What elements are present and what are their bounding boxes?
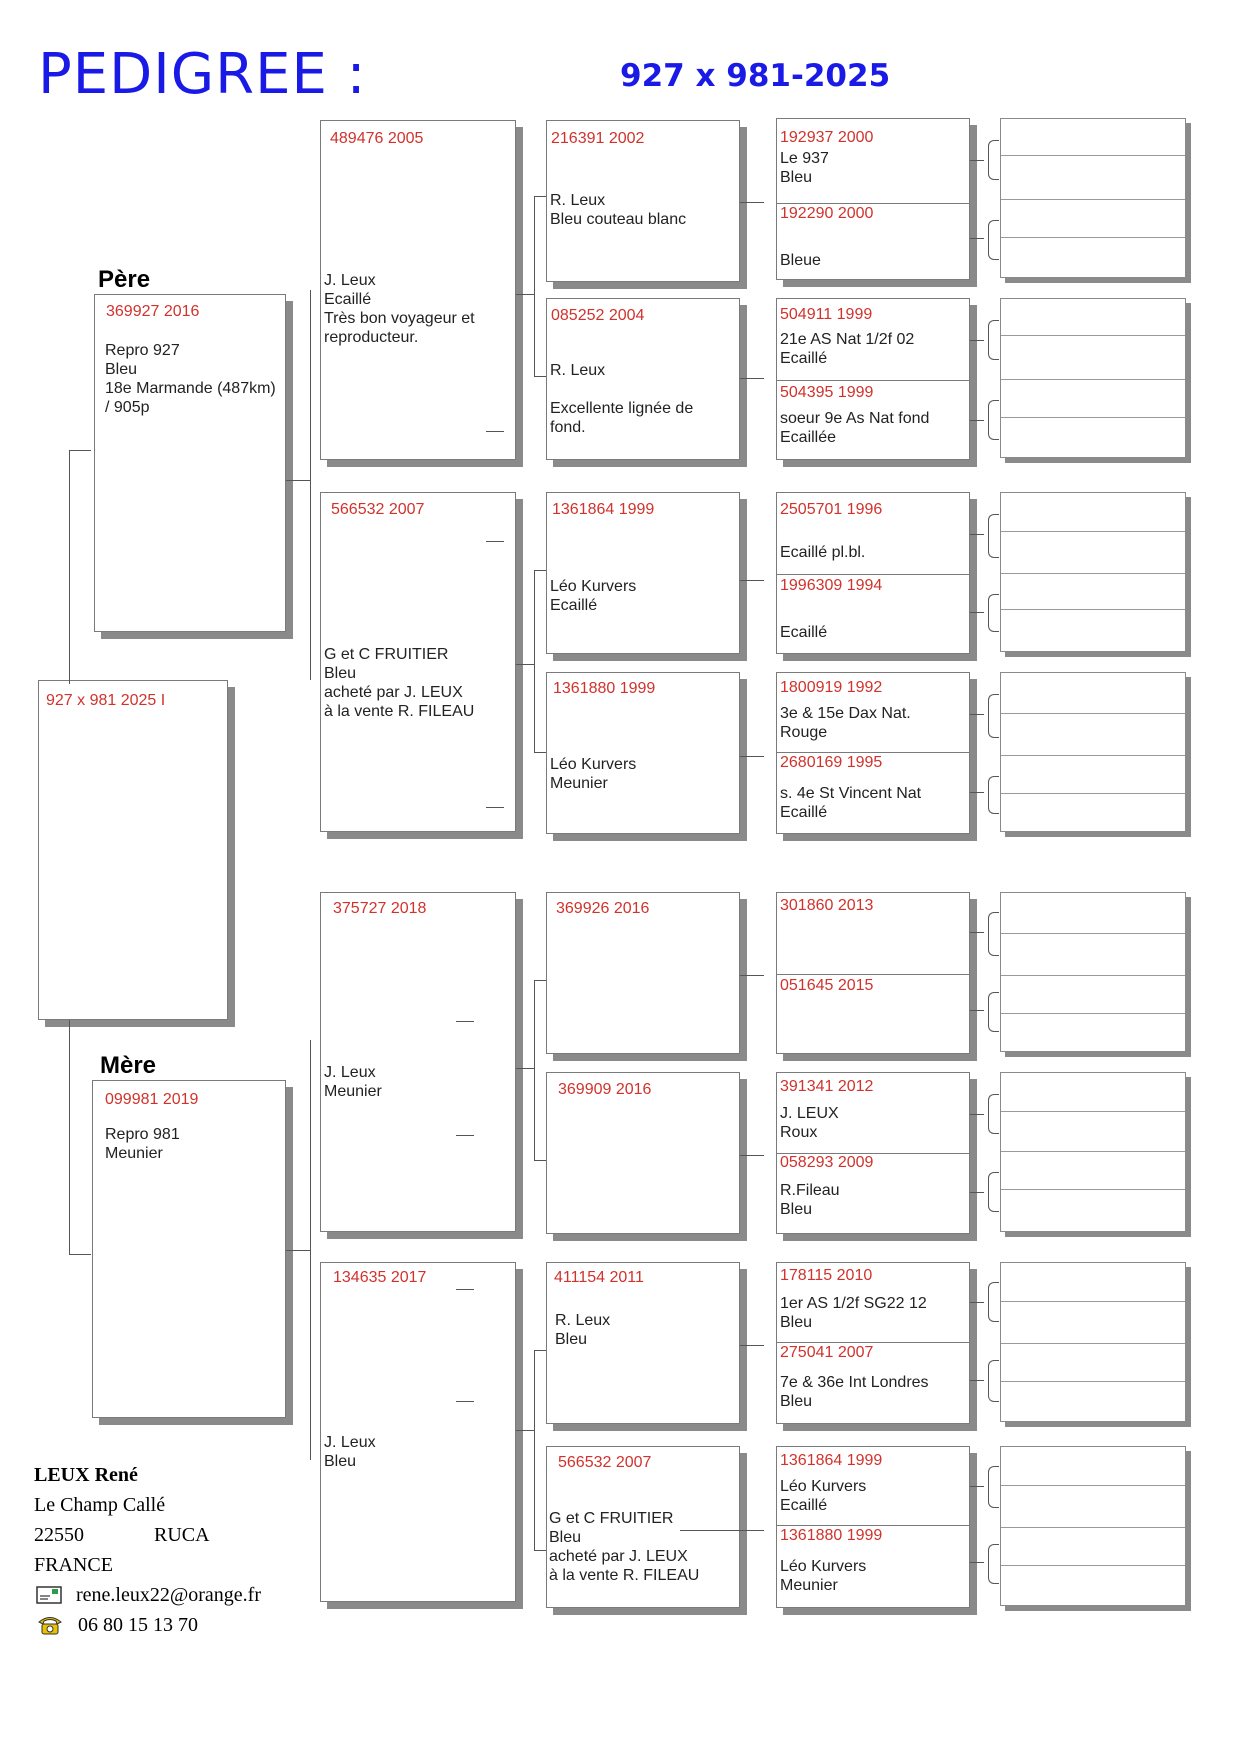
great-grandparent-box — [546, 298, 740, 460]
great-grandparent-description: G et C FRUITIER Bleu acheté par J. LEUX à la vente R. FILEAU — [549, 1510, 700, 1584]
great-grandparent-box — [546, 492, 740, 654]
ancestor-id: 192937 2000 — [780, 129, 874, 146]
ancestor-id: 2505701 1996 — [780, 501, 883, 518]
owner-phone: 06 80 15 13 70 — [78, 1614, 198, 1636]
sire-label: Père — [98, 266, 151, 293]
ancestor-description: Léo Kurvers Meunier — [780, 1558, 867, 1594]
great-grandparent-description: Léo Kurvers Meunier — [550, 756, 637, 792]
ancestor-group-box — [1000, 1446, 1186, 1606]
dam-box — [92, 1080, 286, 1418]
owner-email[interactable]: rene.leux22@orange.fr — [76, 1584, 261, 1606]
ancestor-pair-box — [776, 1262, 970, 1424]
dam-id: 099981 2019 — [105, 1091, 199, 1108]
ancestor-description: 21e AS Nat 1/2f 02 Ecaillé — [780, 331, 915, 367]
ancestor-id: 051645 2015 — [780, 977, 874, 994]
great-grandparent-description: R. Leux Excellente lignée de fond. — [550, 362, 694, 436]
ancestor-description: Le 937 Bleu — [780, 150, 829, 186]
ancestor-description: soeur 9e As Nat fond Ecaillée — [780, 410, 930, 446]
grandparent-description: G et C FRUITIER Bleu acheté par J. LEUX à la vente R. FILEAU — [324, 646, 475, 720]
ancestor-group-box — [1000, 672, 1186, 832]
grandparent-box — [320, 492, 516, 832]
subject-box — [38, 680, 228, 1020]
grandparent-box — [320, 120, 516, 460]
owner-postcode: 22550 — [34, 1524, 84, 1546]
great-grandparent-id: 369909 2016 — [558, 1081, 652, 1098]
ancestor-group-box — [1000, 118, 1186, 278]
ancestor-description: 7e & 36e Int Londres Bleu — [780, 1374, 929, 1410]
ancestor-id: 504395 1999 — [780, 384, 874, 401]
grandparent-box — [320, 1262, 516, 1602]
ancestor-description: Ecaillé — [780, 624, 828, 641]
great-grandparent-id: 369926 2016 — [556, 900, 650, 917]
ancestor-pair-box — [776, 492, 970, 654]
email-icon — [36, 1586, 62, 1604]
ancestor-pair-box — [776, 298, 970, 460]
ancestor-pair-box — [776, 118, 970, 280]
ancestor-id: 1996309 1994 — [780, 577, 883, 594]
grandparent-description: J. Leux Ecaillé Très bon voyageur et reproducteur. — [324, 272, 475, 346]
ancestor-description: R.Fileau Bleu — [780, 1182, 840, 1218]
sire-id: 369927 2016 — [106, 303, 200, 320]
ancestor-id: 192290 2000 — [780, 205, 874, 222]
great-grandparent-id: 216391 2002 — [551, 130, 645, 147]
ancestor-description: 3e & 15e Dax Nat. Rouge — [780, 705, 911, 741]
grandparent-id: 566532 2007 — [331, 501, 425, 518]
ancestor-description: Ecaillé pl.bl. — [780, 544, 866, 561]
grandparent-description: J. Leux Bleu — [324, 1434, 376, 1470]
great-grandparent-id: 1361880 1999 — [553, 680, 656, 697]
ancestor-group-box — [1000, 892, 1186, 1052]
dam-label: Mère — [100, 1052, 157, 1079]
ancestor-pair-box — [776, 672, 970, 834]
ancestor-id: 391341 2012 — [780, 1078, 874, 1095]
ancestor-group-box — [1000, 1262, 1186, 1422]
ancestor-id: 2680169 1995 — [780, 754, 883, 771]
great-grandparent-description: Léo Kurvers Ecaillé — [550, 578, 637, 614]
great-grandparent-id: 566532 2007 — [558, 1454, 652, 1471]
great-grandparent-box — [546, 1072, 740, 1234]
grandparent-id: 489476 2005 — [330, 130, 424, 147]
great-grandparent-box — [546, 1446, 740, 1608]
great-grandparent-id: 411154 2011 — [554, 1269, 644, 1286]
ancestor-id: 178115 2010 — [780, 1267, 873, 1284]
great-grandparent-box — [546, 892, 740, 1054]
ancestor-id: 275041 2007 — [780, 1344, 874, 1361]
ancestor-id: 1800919 1992 — [780, 679, 883, 696]
ancestor-description: 1er AS 1/2f SG22 12 Bleu — [780, 1295, 927, 1331]
grandparent-id: 375727 2018 — [333, 900, 427, 917]
ancestor-pair-box — [776, 1072, 970, 1234]
ancestor-description: J. LEUX Roux — [780, 1105, 839, 1141]
ancestor-pair-box — [776, 1446, 970, 1608]
ancestor-id: 301860 2013 — [780, 897, 874, 914]
sire-box — [94, 294, 286, 632]
ancestor-group-box — [1000, 1072, 1186, 1232]
owner-street: Le Champ Callé — [34, 1494, 166, 1516]
telephone-icon — [36, 1614, 64, 1636]
ancestor-description: Léo Kurvers Ecaillé — [780, 1478, 867, 1514]
grandparent-id: 134635 2017 — [333, 1269, 427, 1286]
dam-description: Repro 981 Meunier — [105, 1126, 180, 1162]
ancestor-description: Bleue — [780, 252, 821, 269]
great-grandparent-id: 085252 2004 — [551, 307, 645, 324]
ancestor-description: s. 4e St Vincent Nat Ecaillé — [780, 785, 922, 821]
great-grandparent-box — [546, 120, 740, 282]
owner-country: FRANCE — [34, 1554, 113, 1576]
grandparent-description: J. Leux Meunier — [324, 1064, 382, 1100]
ancestor-id: 1361880 1999 — [780, 1527, 883, 1544]
ancestor-id: 1361864 1999 — [780, 1452, 883, 1469]
ancestor-pair-box — [776, 892, 970, 1054]
pairing-title: 927 x 981-2025 — [620, 58, 891, 94]
great-grandparent-id: 1361864 1999 — [552, 501, 655, 518]
ancestor-id: 504911 1999 — [780, 306, 873, 323]
page-title: PEDIGREE : — [38, 42, 367, 107]
sire-description: Repro 927 Bleu 18e Marmande (487km) / 905p — [105, 342, 276, 416]
owner-name: LEUX René — [34, 1464, 138, 1486]
great-grandparent-box — [546, 672, 740, 834]
grandparent-box — [320, 892, 516, 1232]
owner-city: RUCA — [154, 1524, 210, 1546]
ancestor-group-box — [1000, 492, 1186, 652]
great-grandparent-description: R. Leux Bleu — [555, 1312, 611, 1348]
great-grandparent-box — [546, 1262, 740, 1424]
ancestor-group-box — [1000, 298, 1186, 458]
great-grandparent-description: R. Leux Bleu couteau blanc — [550, 192, 687, 228]
subject-id: 927 x 981 2025 I — [46, 692, 166, 709]
ancestor-id: 058293 2009 — [780, 1154, 874, 1171]
